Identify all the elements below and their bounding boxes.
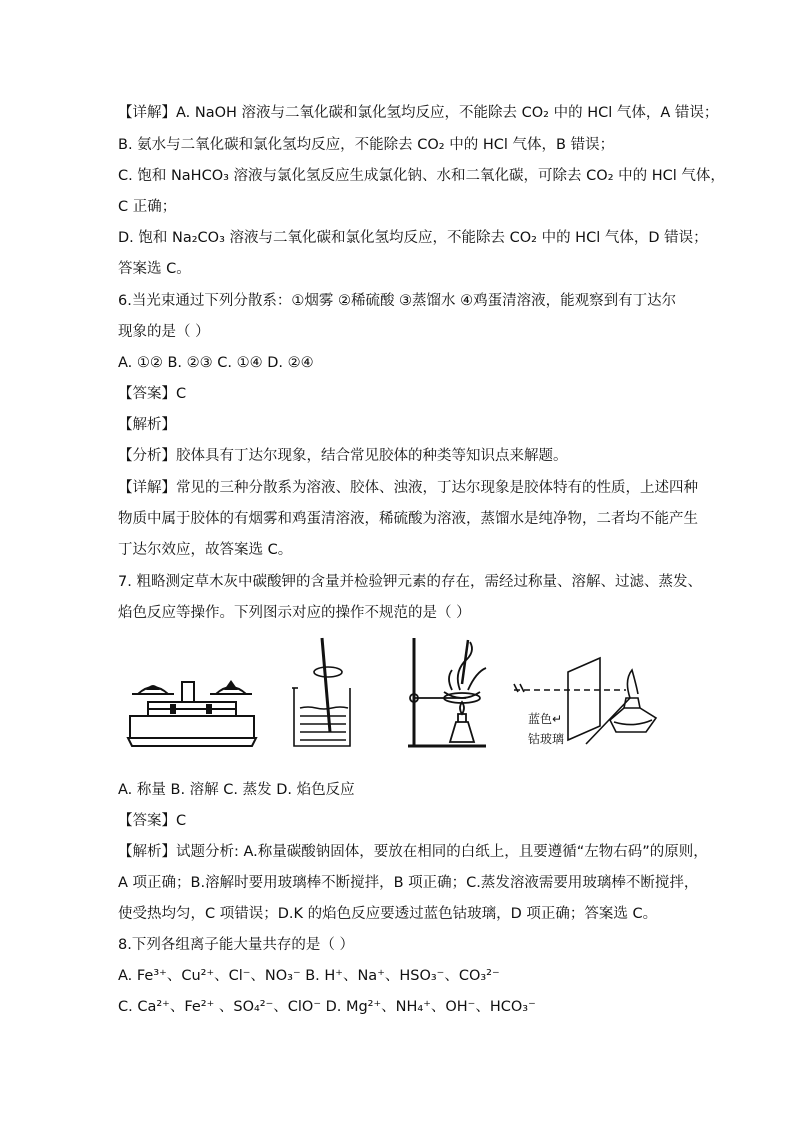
text-line: 【详解】A. NaOH 溶液与二氧化碳和氯化氢均反应，不能除去 CO₂ 中的 HCl 气体，A 错误； — [118, 105, 719, 121]
question-6-options: A. ①② B. ②③ C. ①④ D. ②④ — [118, 355, 314, 371]
text-line: 使受热均匀，C 项错误；D.K 的焰色反应要透过蓝色钴玻璃，D 项正确；答案选 C。 — [118, 906, 658, 922]
text-line: 焰色反应等操作。下列图示对应的操作不规范的是（ ） — [118, 605, 471, 621]
question-8: 8.下列各组离子能大量共存的是（ ） — [118, 937, 354, 953]
text-line: 丁达尔效应，故答案选 C。 — [118, 542, 293, 558]
text-line: 【详解】常见的三种分散系为溶液、胶体、浊液，丁达尔现象是胶体特有的性质，上述四种 — [118, 480, 698, 496]
analysis-heading: 【解析】 — [118, 417, 176, 433]
answer-line: 【答案】C — [118, 813, 187, 829]
text-line: 物质中属于胶体的有烟雾和鸡蛋清溶液，稀硫酸为溶液，蒸馏水是纯净物，二者均不能产生 — [118, 511, 698, 527]
text-line: 【解析】试题分析: A.称量碳酸钠固体，要放在相同的白纸上，且要遵循“左物右码”的原则， — [118, 844, 708, 860]
blue-label: 蓝色↵ — [528, 712, 563, 726]
beaker-figure — [288, 636, 358, 752]
cobalt-glass-label: 钴玻璃 — [528, 732, 565, 746]
question-6: 6.当光束通过下列分散系：①烟雾 ②稀硫酸 ③蒸馏水 ④鸡蛋清溶液，能观察到有丁达尔 — [118, 293, 677, 309]
question-8-options-cd: C. Ca²⁺、Fe²⁺ 、SO₄²⁻、ClO⁻ D. Mg²⁺、NH₄⁺、OH⁻、HCO₃⁻ — [118, 999, 536, 1015]
text-line: D. 饱和 Na₂CO₃ 溶液与二氧化碳和氯化氢均反应，不能除去 CO₂ 中的 HCl 气体，D 错误； — [118, 230, 708, 246]
question-8-options-ab: A. Fe³⁺、Cu²⁺、Cl⁻、NO₃⁻ B. H⁺、Na⁺、HSO₃⁻、CO₃²⁻ — [118, 968, 500, 984]
evaporation-figure — [406, 634, 502, 752]
text-line: 现象的是（ ） — [118, 324, 210, 340]
text-line: C 正确； — [118, 199, 177, 215]
text-line: 【分析】胶体具有丁达尔现象，结合常见胶体的种类等知识点来解题。 — [118, 448, 568, 464]
text-line: 答案选 C。 — [118, 261, 191, 277]
apparatus-figures — [118, 632, 678, 752]
question-7-options: A. 称量 B. 溶解 C. 蒸发 D. 焰色反应 — [118, 782, 355, 798]
text-line: C. 饱和 NaHCO₃ 溶液与氯化氢反应生成氯化钠、水和二氧化碳，可除去 CO₂ 中的 HCl 气体， — [118, 168, 725, 184]
text-line: A 项正确；B.溶解时要用玻璃棒不断搅拌，B 项正确；C.蒸发溶液需要用玻璃棒不断搅拌， — [118, 875, 699, 891]
answer-line: 【答案】C — [118, 386, 187, 402]
balance-figure — [126, 674, 258, 750]
text-line: B. 氨水与二氧化碳和氯化氢均反应，不能除去 CO₂ 中的 HCl 气体，B 错误； — [118, 137, 615, 153]
question-7: 7. 粗略测定草木灰中碳酸钾的含量并检验钾元素的存在，需经过称量、溶解、过滤、蒸发、 — [118, 574, 702, 590]
